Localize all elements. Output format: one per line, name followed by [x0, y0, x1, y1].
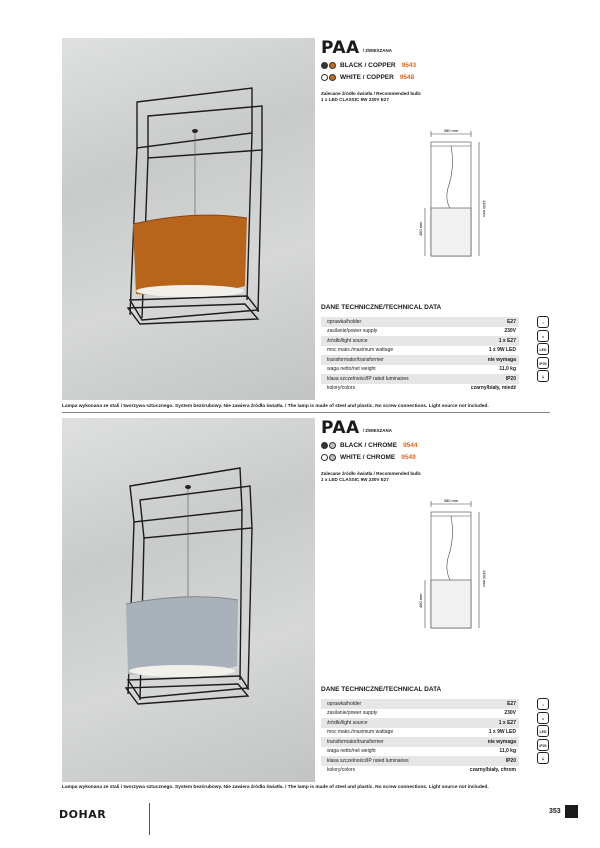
recommended-value: 1 x LED CLASSIC 9W 230V E27	[321, 97, 389, 102]
technical-data	[321, 304, 549, 393]
lamp-shade-chrome	[126, 597, 238, 676]
dimension-drawing	[417, 128, 497, 273]
dim-width-label: 380 mm	[443, 128, 459, 133]
product-name: PAA	[321, 38, 360, 58]
page-number: 353	[549, 808, 561, 815]
variant-label: BLACK / COPPER	[340, 62, 396, 69]
tech-row	[321, 336, 519, 346]
tech-row-label: zasilanie/power supply	[327, 710, 378, 717]
tech-row-label: źródło/light source	[327, 719, 368, 726]
color-swatch-icon	[321, 62, 336, 69]
tech-row-value: 11,0 kg	[499, 748, 516, 755]
variant-row	[321, 453, 422, 462]
holder-icon: ⌂	[537, 698, 549, 710]
lamp-illustration	[62, 418, 315, 782]
ip20-icon: IP20	[537, 739, 549, 751]
tech-row	[321, 365, 519, 375]
product-note: Lampa wykonana ze stali i tworzywa sztucznego. System bezśrubowy. Nie zawiera źródła światła. / The lamp is made of steel and plastic. No screw connections. Light source not included.	[62, 785, 489, 790]
variant-row	[321, 61, 422, 70]
tech-row-label: moc maks./maximum wattage	[327, 729, 394, 736]
tech-table	[321, 699, 549, 775]
tech-row	[321, 355, 519, 365]
ground-icon: ⏚	[537, 752, 549, 764]
variant-label: WHITE / CHROME	[340, 454, 396, 461]
tech-row-value: 230V	[504, 710, 516, 717]
tech-row	[321, 709, 519, 719]
tech-row	[321, 317, 519, 327]
product-section-1	[62, 38, 550, 410]
color-swatch-icon	[321, 74, 336, 81]
tech-row-label: moc maks./maximum wattage	[327, 347, 394, 354]
tech-row-value: 1 x E27	[498, 337, 516, 344]
brand-logo: DOHAR	[59, 808, 107, 821]
led-icon: LED	[537, 343, 549, 355]
ip20-icon: IP20	[537, 357, 549, 369]
dim-height-label: 1450 mm	[482, 570, 487, 587]
holder-icon: ⌂	[537, 316, 549, 328]
tech-row-value: 1 x E27	[498, 719, 516, 726]
product-section-2	[62, 418, 550, 793]
title-block	[321, 418, 422, 483]
variant-code: 9543	[401, 62, 417, 69]
tech-row-value: IP20	[505, 757, 516, 764]
tech-row	[321, 766, 519, 776]
recommended-heading: Zalecane źródło światła / Recommended bulb:	[321, 471, 422, 476]
led-icon: LED	[537, 725, 549, 737]
ground-icon: ⏚	[537, 370, 549, 382]
dim-height-label: 1450 mm	[482, 200, 487, 217]
tech-row	[321, 747, 519, 757]
tech-row-value: czarny/biały, chrom	[469, 767, 516, 774]
dim-shade-label: 480 mm	[418, 593, 423, 608]
product-note: Lampa wykonana ze stali i tworzywa sztucznego. System bezśrubowy. Nie zawiera źródła światła. / The lamp is made of steel and plastic. No screw connections. Light source not included.	[62, 404, 489, 409]
dim-width-label: 380 mm	[443, 498, 459, 503]
tech-row-label: waga netto/net weight	[327, 748, 376, 755]
dim-shade-label: 480 mm	[418, 221, 423, 236]
tech-row	[321, 718, 519, 728]
tech-row-value: IP20	[505, 375, 516, 382]
tech-row-value: nie wymaga	[487, 356, 516, 363]
tech-row-value: E27	[507, 318, 516, 325]
variant-row	[321, 73, 422, 82]
tech-row-label: kolory/colors	[327, 385, 356, 392]
product-name: PAA	[321, 418, 360, 438]
tech-row	[321, 327, 519, 337]
tech-row-value: czarny/biały, miedź	[470, 385, 516, 392]
color-swatch-icon	[321, 442, 336, 449]
recommended-value: 1 x LED CLASSIC 9W 230V E27	[321, 477, 389, 482]
variant-code: 9548	[399, 74, 415, 81]
tech-row-label: zasilanie/power supply	[327, 328, 378, 335]
recommended-bulb	[321, 471, 422, 483]
variant-label: WHITE / COPPER	[340, 74, 394, 81]
tech-row-label: waga netto/net weight	[327, 366, 376, 373]
pictogram-column	[537, 316, 549, 384]
variant-label: BLACK / CHROME	[340, 442, 398, 449]
pictogram-column	[537, 698, 549, 766]
title-block	[321, 38, 422, 103]
tech-row-label: kolory/colors	[327, 767, 356, 774]
dimension-drawing	[417, 498, 497, 643]
tech-row-label: transformator/transformer	[327, 738, 384, 745]
tech-row-value: 1 x 9W LED	[488, 347, 516, 354]
variant-code: 9549	[401, 454, 416, 461]
tech-row	[321, 728, 519, 738]
lamp-illustration	[62, 38, 315, 400]
tech-row-label: klasa szczelności/IP rated luminaires	[327, 375, 409, 382]
product-type: / ZWIESZANA	[362, 48, 392, 53]
tech-row	[321, 374, 519, 384]
bulb-icon: ♦	[537, 330, 549, 342]
tech-row	[321, 346, 519, 356]
technical-data-title: DANE TECHNICZNE/TECHNICAL DATA	[321, 686, 442, 693]
tech-row-label: źródło/light source	[327, 337, 368, 344]
tech-table	[321, 317, 549, 393]
tech-row-label: oprawka/holder	[327, 318, 362, 325]
tech-row	[321, 384, 519, 394]
product-photo	[62, 418, 315, 782]
recommended-bulb	[321, 91, 422, 103]
page-marker	[565, 805, 578, 818]
tech-row-value: 1 x 9W LED	[488, 729, 516, 736]
tech-row	[321, 699, 519, 709]
tech-row-value: 230V	[504, 328, 516, 335]
tech-row	[321, 756, 519, 766]
footer-separator	[149, 803, 150, 835]
tech-row-value: E27	[507, 700, 516, 707]
tech-row-label: transformator/transformer	[327, 356, 384, 363]
bulb-icon: ♦	[537, 712, 549, 724]
tech-row-label: klasa szczelności/IP rated luminaires	[327, 757, 409, 764]
technical-data	[321, 686, 549, 775]
variant-row	[321, 441, 422, 450]
tech-row	[321, 737, 519, 747]
tech-row-value: nie wymaga	[487, 738, 516, 745]
color-swatch-icon	[321, 454, 336, 461]
variant-code: 9544	[403, 442, 418, 449]
section-divider	[62, 412, 550, 413]
tech-row-value: 11,0 kg	[499, 366, 516, 373]
technical-data-title: DANE TECHNICZNE/TECHNICAL DATA	[321, 304, 442, 311]
product-photo	[62, 38, 315, 400]
recommended-heading: Zalecane źródło światła / Recommended bulb:	[321, 91, 422, 96]
lamp-shade-copper	[133, 215, 247, 296]
product-type: / ZWIESZANA	[362, 428, 392, 433]
tech-row-label: oprawka/holder	[327, 700, 362, 707]
